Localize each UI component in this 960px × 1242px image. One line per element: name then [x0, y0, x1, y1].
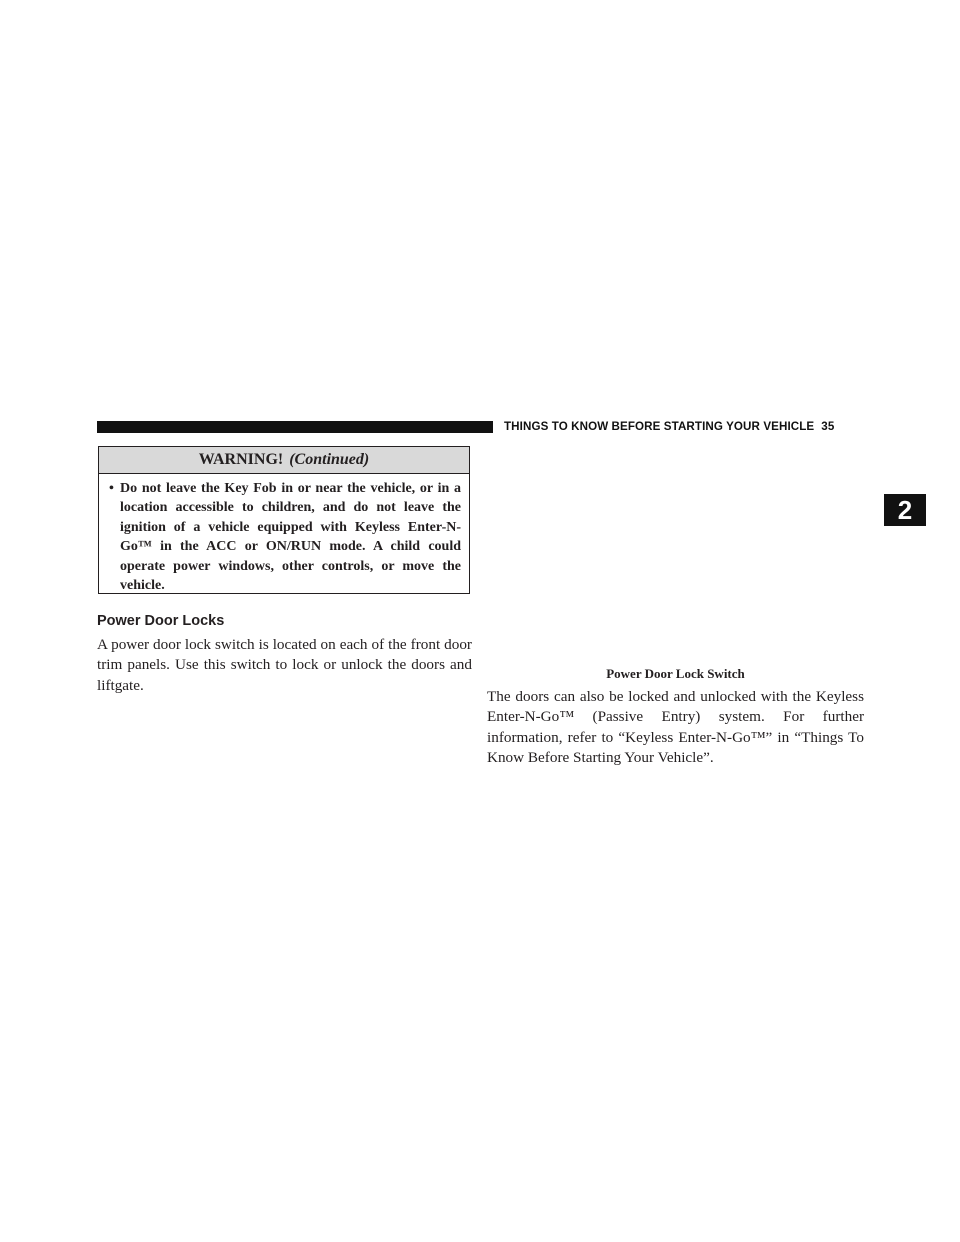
figure-caption: Power Door Lock Switch — [606, 666, 745, 681]
right-paragraph: The doors can also be locked and unlocked with the Keyless Enter-N-Go™ (Passive Entry) system. For further information, refer to “Keyless Enter-N-Go™” in “Things To Know Before Starting Your Vehicle”. — [487, 688, 864, 766]
section-paragraph: A power door lock switch is located on each of the front door trim panels. Use this switch to lock or unlock the doors and liftgate. — [97, 636, 472, 694]
section-heading: Power Door Locks — [97, 613, 225, 629]
warning-title — [99, 447, 469, 474]
warning-item-text: Do not leave the Key Fob in or near the vehicle, or in a location accessible to children, and do not leave the ignition of a vehicle equipped with Keyless Enter-N-Go™ in the ACC or ON/RUN mode. A child could operate power windows, other controls, or move the vehicle. — [120, 481, 461, 594]
warning-label: WARNING! — [198, 451, 284, 468]
warning-continued: (Continued) — [289, 451, 370, 468]
figure-image — [487, 446, 864, 662]
chapter-tab: 2 — [884, 494, 926, 526]
header-section-title: THINGS TO KNOW BEFORE STARTING YOUR VEHICLE — [504, 420, 815, 433]
page-number: 35 — [821, 420, 835, 433]
warning-box — [98, 446, 470, 594]
warning-bullet-item — [109, 479, 461, 595]
header-rule — [97, 421, 493, 433]
running-header — [504, 419, 864, 437]
bullet-icon: • — [109, 481, 114, 496]
